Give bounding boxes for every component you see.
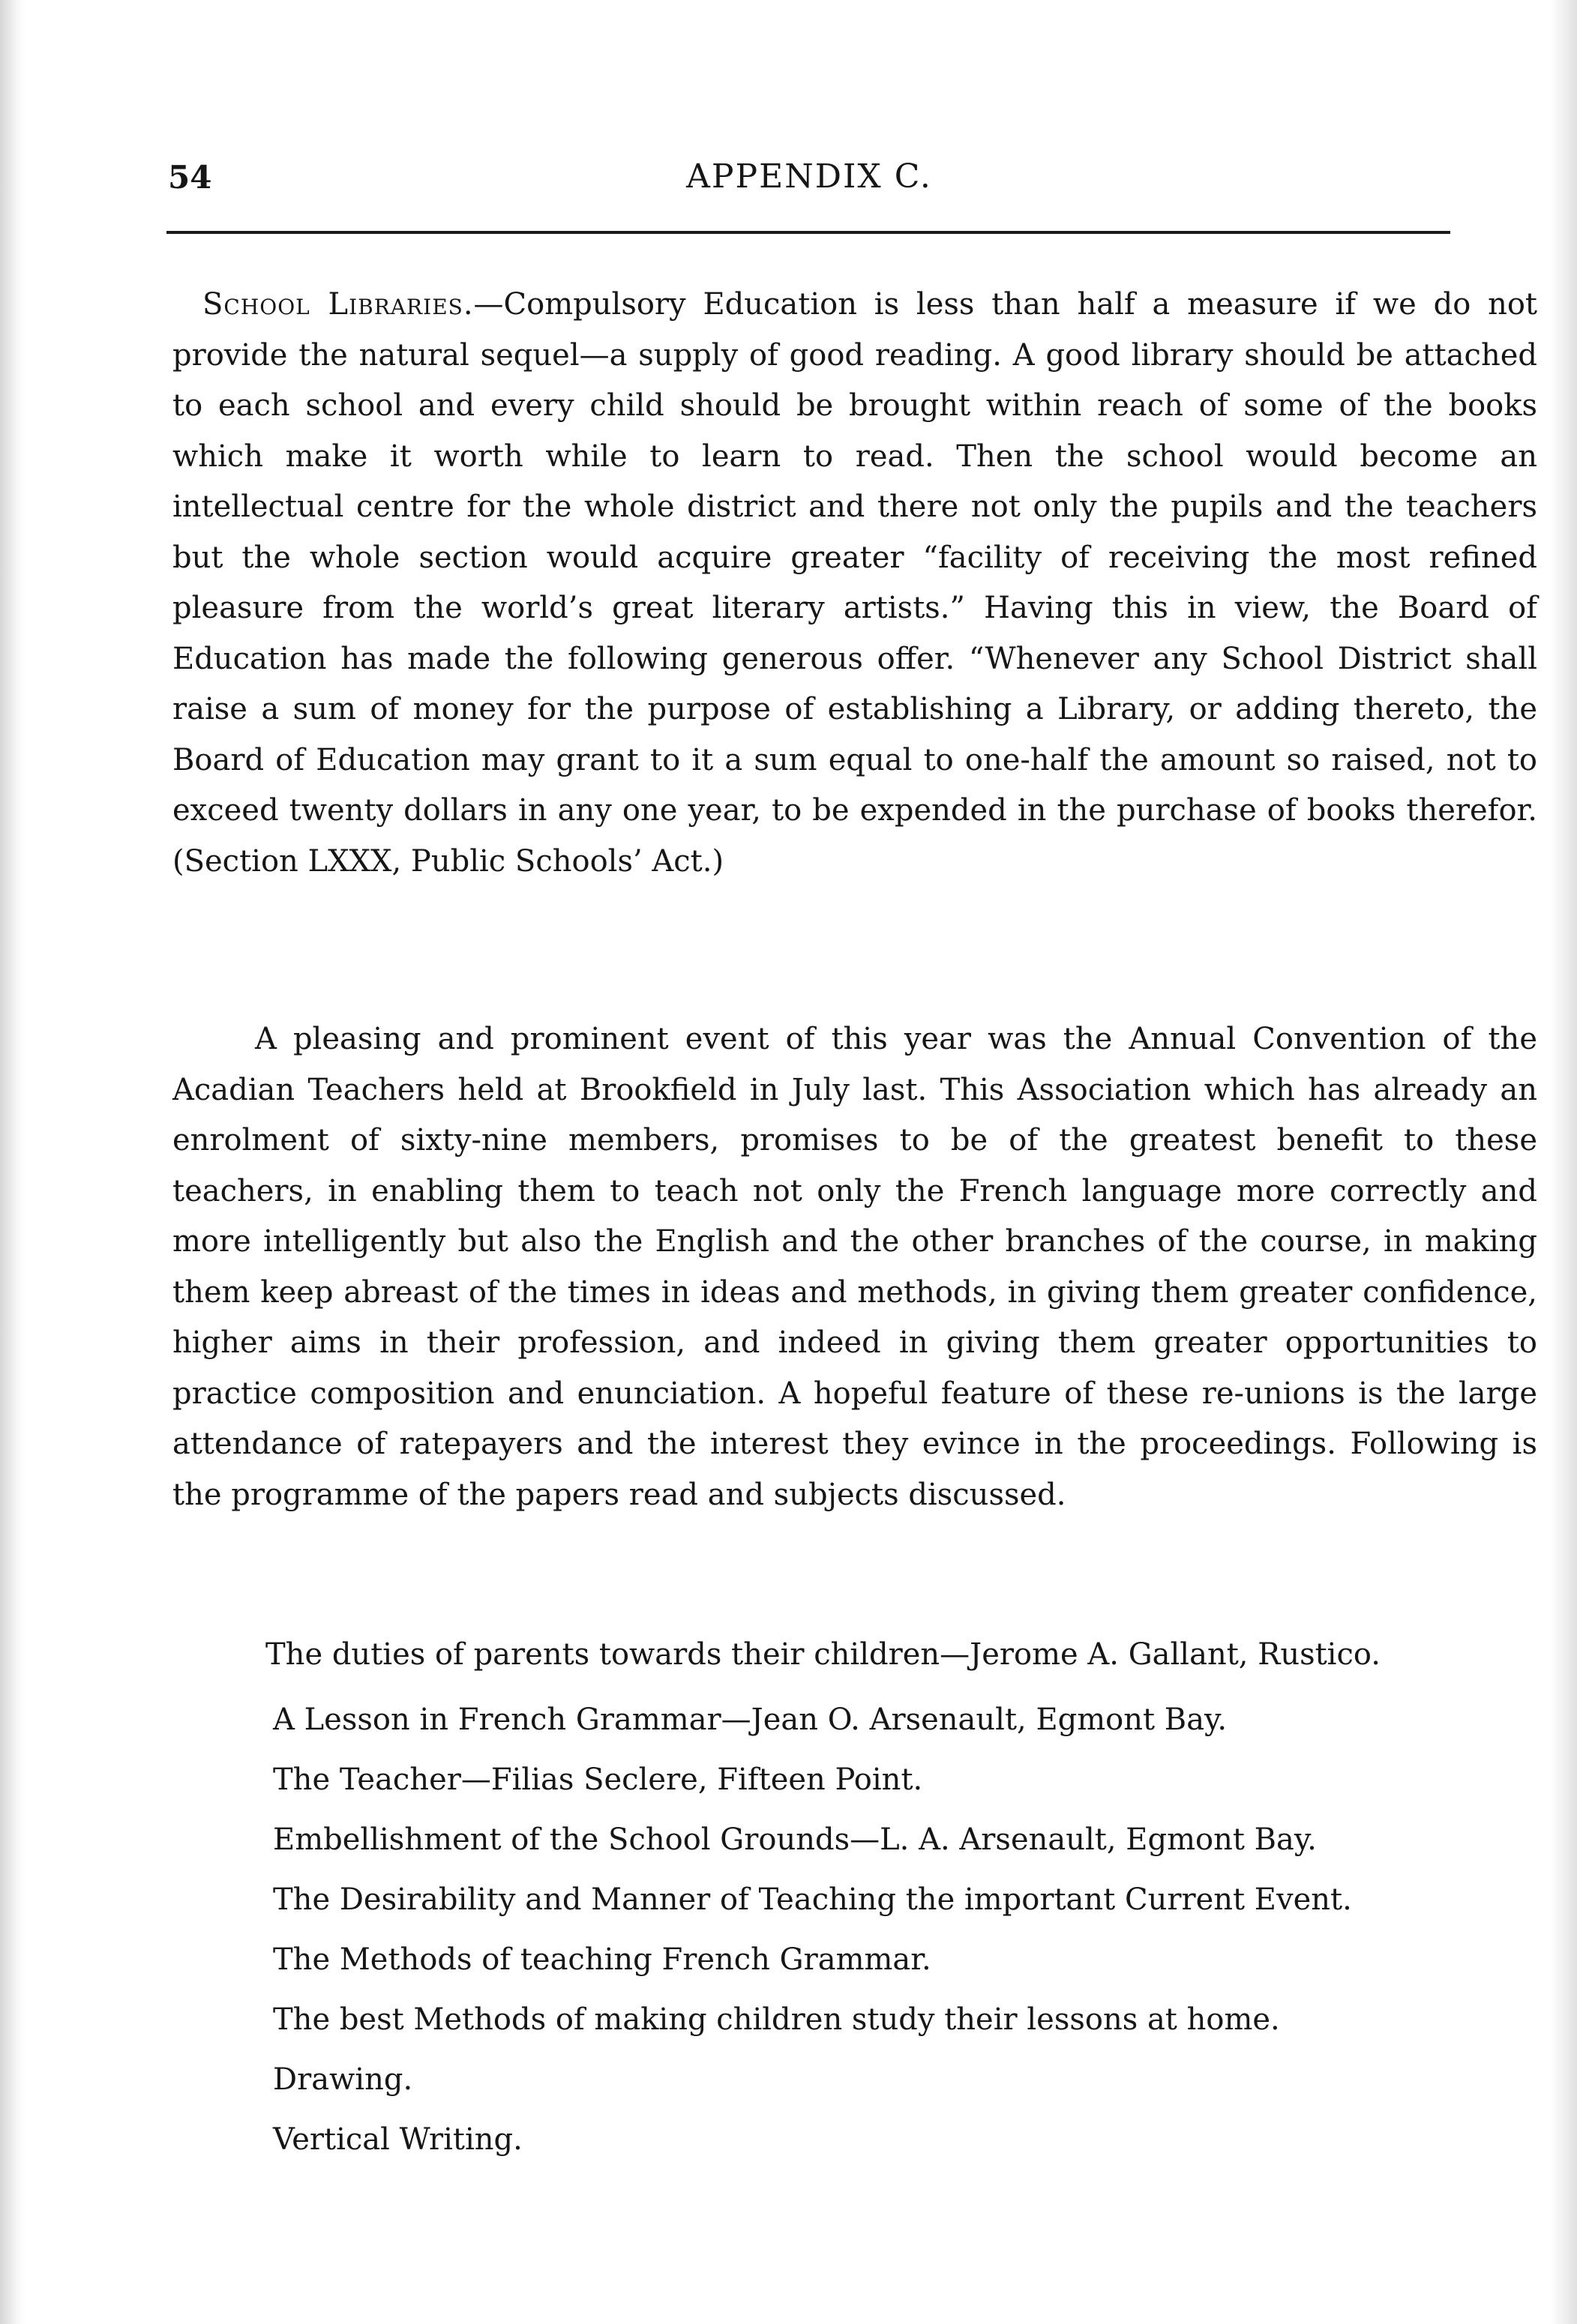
page-header bbox=[168, 153, 1450, 205]
programme-item: The best Methods of making children study their lessons at home. bbox=[273, 2002, 1280, 2037]
scan-shadow-left bbox=[0, 0, 27, 2324]
header-rule bbox=[166, 231, 1450, 234]
programme-section bbox=[172, 1630, 1537, 2170]
scan-shadow-right bbox=[1550, 0, 1577, 2324]
programme-intro: The duties of parents towards their children—Jerome A. Gallant, Rustico. bbox=[265, 1637, 1381, 1672]
convention-section bbox=[172, 1014, 1537, 1520]
programme-item: Vertical Writing. bbox=[273, 2122, 523, 2157]
programme-item: Embellishment of the School Grounds—L. A. Arsenault, Egmont Bay. bbox=[273, 1822, 1317, 1857]
school-libraries-text: —Compulsory Education is less than half a measure if we do not provide the natural sequel—a supply of good reading. A good library should be attached to each school and every child should be brought within reach of some of the books which make it worth while to learn to read. Then the school would become an intellectual centre for the whole district and there not only the pupils and the teachers but the whole section would acquire greater “facility of receiving the most refined pleasure from the world’s great literary artists.” Having this in view, the Board of Education has made the following generous offer. “Whenever any School District shall raise a sum of money for the purpose of establishing a Library, or adding thereto, the Board of Education may grant to it a sum equal to one-half the amount so raised, not to exceed twenty dollars in any one year, to be expended in the purchase of books therefor. (Section LXXX, Public Schools’ Act.) bbox=[172, 287, 1538, 879]
running-head: APPENDIX C. bbox=[686, 157, 932, 196]
programme-item: A Lesson in French Grammar—Jean O. Arsenault, Egmont Bay. bbox=[273, 1702, 1228, 1737]
page-number: 54 bbox=[168, 159, 212, 196]
school-libraries-section bbox=[172, 280, 1537, 887]
programme-item: The Teacher—Filias Seclere, Fifteen Point. bbox=[273, 1762, 923, 1797]
school-libraries-heading: School Libraries. bbox=[202, 287, 474, 322]
programme-item: The Methods of teaching French Grammar. bbox=[273, 1942, 931, 1977]
convention-paragraph: A pleasing and prominent event of this year was the Annual Convention of the Acadian Teachers held at Brookfield in July last. This Association which has already an enrolment of sixty-nine members, promises to be of the greatest benefit to these teachers, in enabling them to teach not only the French language more correctly and more intelligently but also the English and the other branches of the course, in making them keep abreast of the times in ideas and methods, in giving them greater confidence, higher aims in their profession, and indeed in giving them greater opportunities to practice composition and enunciation. A hopeful feature of these re-unions is the large attendance of ratepayers and the interest they evince in the proceedings. Following is the programme of the papers read and subjects discussed. bbox=[172, 1022, 1537, 1512]
school-libraries-paragraph bbox=[172, 280, 1537, 887]
programme-list bbox=[172, 1690, 1537, 2170]
programme-item: The Desirability and Manner of Teaching the important Current Event. bbox=[273, 1882, 1352, 1917]
programme-item: Drawing. bbox=[273, 2062, 413, 2097]
